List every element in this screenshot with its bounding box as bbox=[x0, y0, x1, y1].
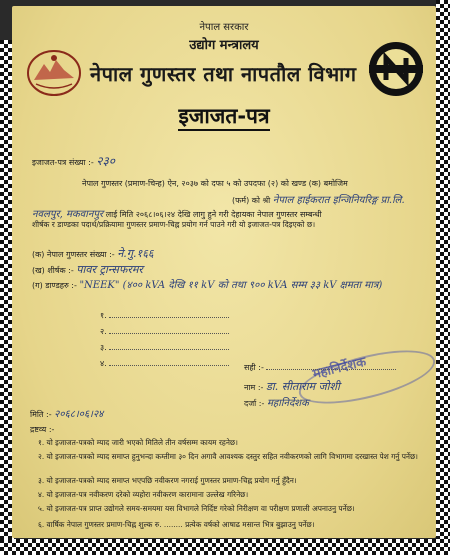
company-name: नेपाल हाईकरात इन्जिनियरिङ्ग प्रा.लि. bbox=[272, 195, 405, 206]
signature-designation: दर्जा :- महानिर्देशक bbox=[244, 398, 309, 409]
signature-sahi: सही :- bbox=[244, 362, 396, 373]
note-6: ६. वार्षिक नेपाल गुणस्तर प्रमाण-चिह्न शुल्क रु. ........ प्रत्येक वर्षको आषाढ मसान्त भित्र बुझाउनु पर्नेछ। bbox=[38, 520, 315, 529]
header-department-title: नेपाल गुणस्तर तथा नापतौल विभाग bbox=[90, 62, 357, 86]
note-3: ३. यो इजाजत-पत्रको म्याद समाप्त भएपछि नवीकरण नगराई गुणस्तर प्रमाण-चिह्न प्रयोग गर्नु हुँदैन। bbox=[38, 476, 297, 485]
signatory-name: डा. सीताराम जोशी bbox=[265, 380, 340, 393]
intro-line-2: (फर्म) को श्री नेपाल हाईकरात इन्जिनियरिङ्ग प्रा.लि. bbox=[232, 195, 405, 206]
field-standard-number: (क) नेपाल गुणस्तर संख्या :- ने.गु.१६६ bbox=[32, 247, 154, 260]
intro-line-4: शीर्षक र डाण्डका पदार्थ/प्रक्रियामा गुणस्तर प्रमाण-चिह्न प्रयोग गर्न पाउने गरी यो इजाजत-पत्र दिइएको छ। bbox=[32, 220, 316, 229]
note-1: १. यो इजाजत-पत्रको म्याद जारी भएको मितिले तीन वर्षसम्म कायम रहनेछ। bbox=[38, 438, 238, 447]
header-ministry: उद्योग मन्त्रालय bbox=[189, 38, 259, 53]
blank-item-1: १. bbox=[100, 310, 229, 321]
certificate-paper bbox=[12, 6, 436, 538]
field-standards: (ग) डाण्डहरु :- "NEEK" (४०० kVA देखि ११ kV को तथा ९०० kVA सम्म ३३ kV क्षमता मात्र) bbox=[32, 280, 383, 291]
blank-item-3: ३. bbox=[100, 342, 229, 353]
note-4: ४. यो इजाजत-पत्र नवीकरण दरेको व्यहोरा नवीकरण कारामाना उल्लेख गरिनेछ। bbox=[38, 490, 249, 499]
blank-item-2: २. bbox=[100, 326, 229, 337]
signature-name: नाम :- डा. सीताराम जोशी bbox=[244, 380, 340, 393]
nepal-emblem-icon bbox=[26, 48, 82, 98]
torn-edge-right bbox=[436, 0, 450, 555]
company-address: नवलपुर, मकवानपुर bbox=[32, 209, 104, 220]
stamp-text: महानिर्देशक bbox=[311, 354, 368, 383]
issue-date: मिति :- २०६८।०६।२४ bbox=[30, 409, 104, 420]
header-government: नेपाल सरकार bbox=[199, 22, 249, 33]
intro-line-3: नवलपुर, मकवानपुर लाई मिति २०६८।०६।२४ देखि लागु हुने गरी देहायका नेपाल गुणस्तर सम्बन्धी bbox=[32, 209, 322, 220]
issue-date-value: २०६८।०६।२४ bbox=[54, 409, 104, 420]
note-5: ५. यो इजाजत-पत्र प्राप्त उद्योगले समय-समयमा यस विभागले निर्दिष्ट गरेको निरीक्षण वा परीक्षण प्रणाली अपनाउनु पर्नेछ। bbox=[38, 504, 355, 513]
signatory-designation: महानिर्देशक bbox=[266, 398, 309, 409]
product-title-value: पावर ट्रान्सफरमर bbox=[76, 263, 143, 276]
permit-number bbox=[32, 152, 115, 169]
notes-title: द्रष्टव्य :- bbox=[30, 425, 55, 434]
standard-number-value: ने.गु.१६६ bbox=[117, 247, 154, 260]
permit-number-value: २३० bbox=[96, 154, 116, 168]
field-title: (ख) शीर्षक :- पावर ट्रान्सफरमर bbox=[32, 263, 143, 276]
torn-edge-bottom bbox=[0, 539, 450, 555]
note-2: २. यो इजाजत-पत्रको म्याद समाप्त हुनुभन्दा कम्तीमा ३० दिन अगावै आवश्यक दस्तुर सहित नवीकरणको लागि विभागमा दरखास्त पेश गर्नु पर्नेछ। bbox=[38, 452, 418, 461]
blank-item-4: ४. bbox=[100, 358, 229, 369]
document-title: इजाजत-पत्र bbox=[12, 102, 436, 130]
effective-date: २०६८।०६।२४ bbox=[135, 210, 176, 219]
standards-value: "NEEK" (४०० kVA देखि ११ kV को तथा ९०० kVA सम्म ३३ kV क्षमता मात्र) bbox=[79, 280, 383, 291]
intro-line-1: नेपाल गुणस्तर (प्रमाण-चिन्ह) ऐन, २०३७ को दफा ५ को उपदफा (२) को खण्ड (क) बमोजिम bbox=[82, 179, 348, 188]
permit-number-label: इजाजत-पत्र संख्या :- bbox=[32, 158, 94, 167]
